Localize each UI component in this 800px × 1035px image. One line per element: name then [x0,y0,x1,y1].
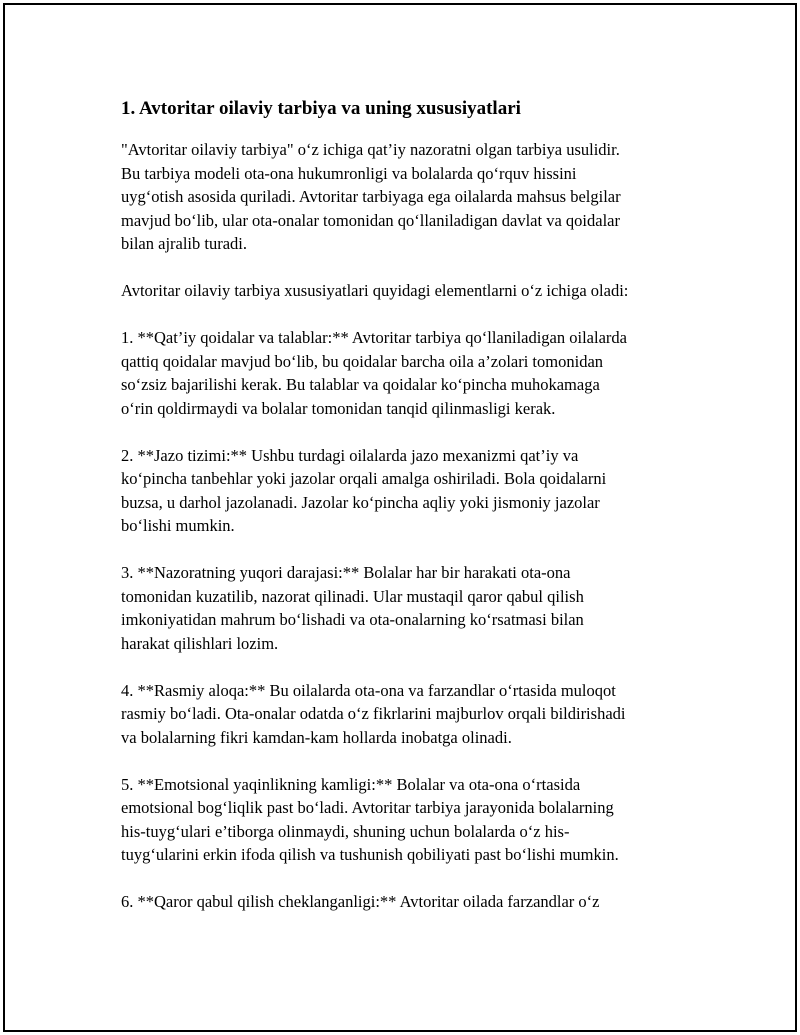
paragraph-item-2 [121,444,701,538]
paragraph-item-1 [121,326,701,420]
paragraph-item-6 [121,890,701,914]
text-line: 3. **Nazoratning yuqori darajasi:** Bolalar har bir harakati ota-ona [121,563,571,582]
document-body [121,97,701,937]
text-line: ko‘pincha tanbehlar yoki jazolar orqali amalga oshiriladi. Bola qoidalarni [121,469,607,488]
text-line: buzsa, u darhol jazolanadi. Jazolar ko‘pincha aqliy yoki jismoniy jazolar [121,492,600,512]
paragraph-item-5 [121,773,701,867]
text-line: rasmiy bo‘ladi. Ota-onalar odatda o‘z fikrlarini majburlov orqali bildirishadi [121,704,626,723]
paragraph-item-3 [121,561,701,655]
text-line: tomonidan kuzatilib, nazorat qilinadi. Ular mustaqil qaror qabul qilish [121,586,584,606]
text-line: his-tuyg‘ulari e’tiborga olinmaydi, shuning uchun bolalarda o‘z his- [121,821,570,841]
paragraph-list-intro [121,279,701,303]
paragraph-intro [121,138,701,256]
text-line: 6. **Qaror qabul qilish cheklanganligi:** Avtoritar oilada farzandlar o‘z [121,892,600,911]
page-frame [3,3,797,1032]
paragraph-item-4 [121,679,701,750]
text-line: bo‘lishi mumkin. [121,516,235,535]
text-line: so‘zsiz bajarilishi kerak. Bu talablar va qoidalar ko‘pincha muhokamaga [121,375,600,394]
text-line: 4. **Rasmiy aloqa:** Bu oilalarda ota-ona va farzandlar o‘rtasida muloqot [121,680,616,700]
text-line: Bu tarbiya modeli ota-ona hukumronligi va bolalarda qo‘rquv hissini [121,163,577,183]
text-line: imkoniyatidan mahrum bo‘lishadi va ota-onalarning ko‘rsatmasi bilan [121,610,584,629]
text-line: "Avtoritar oilaviy tarbiya" o‘z ichiga qat’iy nazoratni olgan tarbiya usulidir. [121,140,620,159]
text-line: tuyg‘ularini erkin ifoda qilish va tushunish qobiliyati past bo‘lishi mumkin. [121,845,619,864]
text-line: emotsional bog‘liqlik past bo‘ladi. Avtoritar tarbiya jarayonida bolalarning [121,798,614,817]
text-line: bilan ajralib turadi. [121,234,247,253]
text-line: 1. **Qat’iy qoidalar va talablar:** Avtoritar tarbiya qo‘llaniladigan oilalarda [121,328,627,347]
text-line: 2. **Jazo tizimi:** Ushbu turdagi oilalarda jazo mexanizmi qat’iy va [121,445,579,465]
text-line: harakat qilishlari lozim. [121,633,279,653]
section-heading: 1. Avtoritar oilaviy tarbiya va uning xususiyatlari [121,98,521,119]
text-line: Avtoritar oilaviy tarbiya xususiyatlari quyidagi elementlarni o‘z ichiga oladi: [121,281,629,300]
text-line: mavjud bo‘lib, ular ota-onalar tomonidan qo‘llaniladigan davlat va qoidalar [121,210,620,230]
text-line: uyg‘otish asosida quriladi. Avtoritar tarbiyaga ega oilalarda mahsus belgilar [121,187,621,206]
text-line: 5. **Emotsional yaqinlikning kamligi:** Bolalar va ota-ona o‘rtasida [121,774,581,794]
text-line: o‘rin qoldirmaydi va bolalar tomonidan tanqid qilinmasligi kerak. [121,398,556,418]
text-line: qattiq qoidalar mavjud bo‘lib, bu qoidalar barcha oila a’zolari tomonidan [121,351,604,371]
text-line: va bolalarning fikri kamdan-kam hollarda inobatga olinadi. [121,727,512,747]
